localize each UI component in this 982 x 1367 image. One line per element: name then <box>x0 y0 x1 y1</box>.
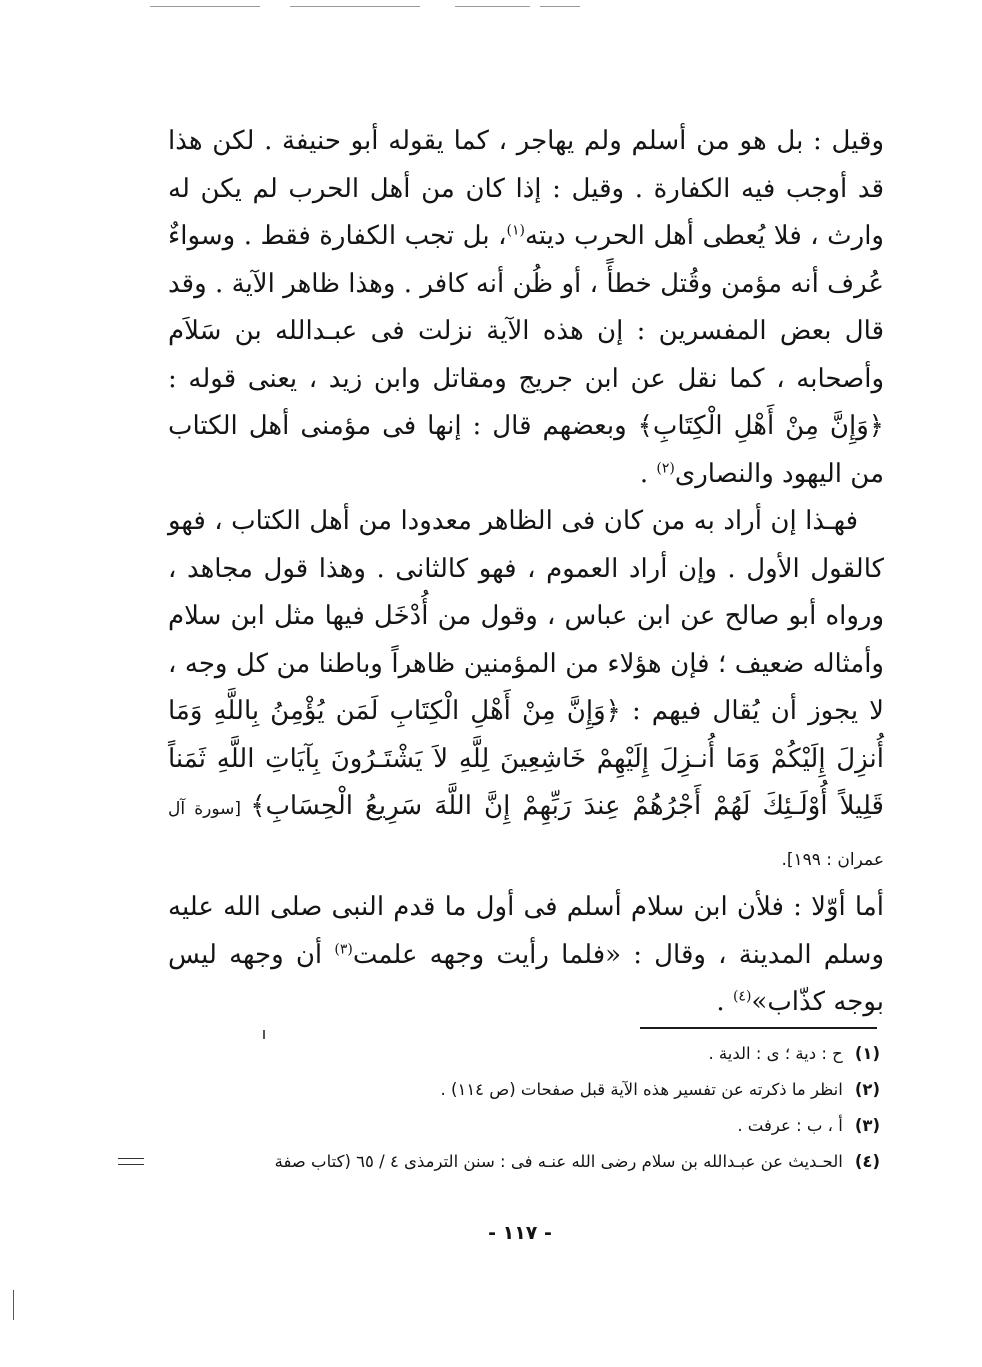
top-border-line <box>540 6 580 7</box>
footnote-item <box>150 1108 880 1144</box>
footnote-text: انظر ما ذكرته عن تفسير هذه الآية قبل صفحات (ص ١١٤) . <box>440 1080 843 1099</box>
footnote-marker: (١) <box>506 222 525 239</box>
margin-mark <box>118 1158 144 1165</box>
text-segment: أما أوّلا : فلأن ابن سلام أسلم فى أول ما قدم النبى صلى الله عليه وسلم المدينة ، وقال : «فلما رأيت وجهه علمت <box>168 892 885 970</box>
footnote-text: أ ، ب : عرفت . <box>737 1116 843 1135</box>
footnote-marker: (٤) <box>732 988 752 1005</box>
footnote-marker: (٢) <box>656 459 675 476</box>
text-segment: وقيل : بل هو من أسلم ولم يهاجر ، كما يقوله أبو حنيفة . لكن هذا قد أوجب فيه الكفارة . وقيل : إذا كان من أهل الحرب لم يكن له وارث ، فلا يُعطى أهل الحرب ديته <box>168 126 884 251</box>
top-border-line <box>455 6 530 7</box>
footnote-number: (٢) <box>854 1080 880 1099</box>
top-border-line <box>290 6 420 7</box>
verse-reference: [سورة آل عمران : ١٩٩]. <box>168 799 884 870</box>
text-segment: . <box>639 458 657 489</box>
footnote-marker: (٣) <box>334 940 353 957</box>
footnote-item <box>150 1072 880 1108</box>
paragraph <box>168 884 884 1027</box>
scan-speck <box>263 1030 265 1039</box>
paragraph <box>168 498 884 884</box>
main-body-text <box>168 118 884 1027</box>
page-number: - ١١٧ - <box>488 1222 552 1244</box>
footnote-text: ح : دية ؛ ى : الدية . <box>708 1044 843 1063</box>
footnote-item <box>150 1144 880 1180</box>
scan-speck <box>13 1290 14 1320</box>
footnote-number: (٤) <box>854 1152 880 1171</box>
text-segment: فهـذا إن أراد به من كان فى الظاهر معدودا من أهل الكتاب ، فهو كالقول الأول . وإن أراد العموم ، فهو كالثانى . وهذا قول مجاهد ، ورواه أبو صالح عن ابن عباس ، وقول من أُدْخَل فيها مثل ابن سلام وأمثاله ضعيف ؛ فإن هؤلاء من المؤمنين ظاهراً وباطنا من كل وجه ، لا يجوز أن يُقال فيهم : <box>168 506 885 726</box>
quran-verse: ﴿وَإِنَّ مِنْ أَهْلِ الْكِتَابِ لَمَن يُؤْمِنُ بِاللَّهِ وَمَا أُنزِلَ إِلَيْكُمْ وَمَا أُنـزِلَ إِلَيْهِمْ خَاشِعِينَ لِلَّهِ لاَ يَشْتَـرُونَ بِآيَاتِ اللَّهِ ثَمَناً قَلِيلاً أُوْلَـئِكَ لَهُمْ أَجْرُهُمْ عِندَ رَبِّهِمْ إِنَّ اللَّهَ سَرِيعُ الْحِسَابِ﴾ <box>168 696 884 821</box>
text-segment: ، بل تجب الكفارة فقط . وسواءٌ عُرف أنه مؤمن وقُتل خطأً ، أو ظُن أنه كافر . وهذا ظاهر الآية . وقد قال بعض المفسرين : إن هذه الآية نزلت فى عبـدالله بن سَلاَم وأصحابه ، كما نقل عن ابن جريج ومقاتل وابن زيد ، يعنى قوله : <box>168 221 884 394</box>
footnote-number: (١) <box>854 1044 880 1063</box>
text-segment: أن وجهه ليس بوجه كذّاب» <box>168 939 884 1017</box>
footnote-item <box>150 1036 880 1072</box>
text-segment: . <box>716 987 733 1017</box>
quran-verse: ﴿وَإِنَّ مِنْ أَهْلِ الْكِتَابِ﴾ <box>637 411 884 441</box>
footnotes-section <box>150 1036 880 1180</box>
footnote-separator <box>640 1027 877 1029</box>
footnote-text: الحـديث عن عبـدالله بن سلام رضى الله عنـه فى : سنن الترمذى ٤ / ٦٥ (كتاب صفة <box>274 1152 843 1171</box>
paragraph <box>168 118 884 498</box>
top-border-line <box>150 6 260 7</box>
text-segment: وبعضهم قال : إنها فى مؤمنى أهل الكتاب من اليهود والنصارى <box>168 411 884 489</box>
footnote-number: (٣) <box>854 1116 880 1135</box>
